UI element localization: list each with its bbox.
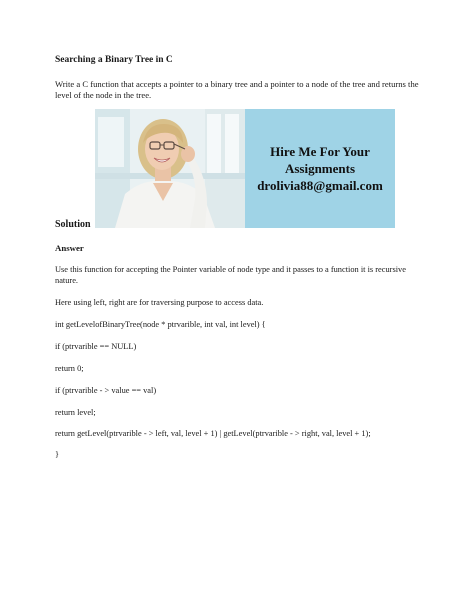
- code-line: return getLevel(ptrvarible - > left, val, level + 1) | getLevel(ptrvarible - > right, val, level + 1);: [55, 429, 371, 438]
- advertisement-banner: [95, 109, 395, 228]
- answer-paragraph: Here using left, right are for traversing purpose to access data.: [55, 298, 264, 307]
- assignments-line: Assignments: [284, 161, 356, 176]
- woman-photo: [95, 109, 245, 228]
- code-line: return level;: [55, 408, 96, 417]
- code-line: }: [55, 450, 60, 459]
- code-line: int getLevelofBinaryTree(node * ptrvarible, int val, int level) {: [55, 320, 266, 329]
- hire-me-line: Hire Me For Your: [270, 144, 370, 159]
- document-title: Searching a Binary Tree in C: [55, 55, 173, 65]
- answer-heading: Answer: [55, 243, 84, 253]
- question-text: Write a C function that accepts a pointer to a binary tree and a pointer to a node of the tree and returns the level of the node in the tree.: [55, 79, 419, 100]
- solution-heading: Solution: [55, 219, 91, 230]
- code-line: if (ptrvarible - > value == val): [55, 386, 157, 395]
- code-line: return 0;: [55, 364, 84, 373]
- hire-me-panel: [245, 109, 395, 228]
- contact-email: drolivia88@gmail.com: [257, 178, 383, 193]
- answer-paragraph: Use this function for accepting the Pointer variable of node type and it passes to a function it is recursive nature.: [55, 265, 406, 285]
- code-line: if (ptrvarible == NULL): [55, 342, 137, 351]
